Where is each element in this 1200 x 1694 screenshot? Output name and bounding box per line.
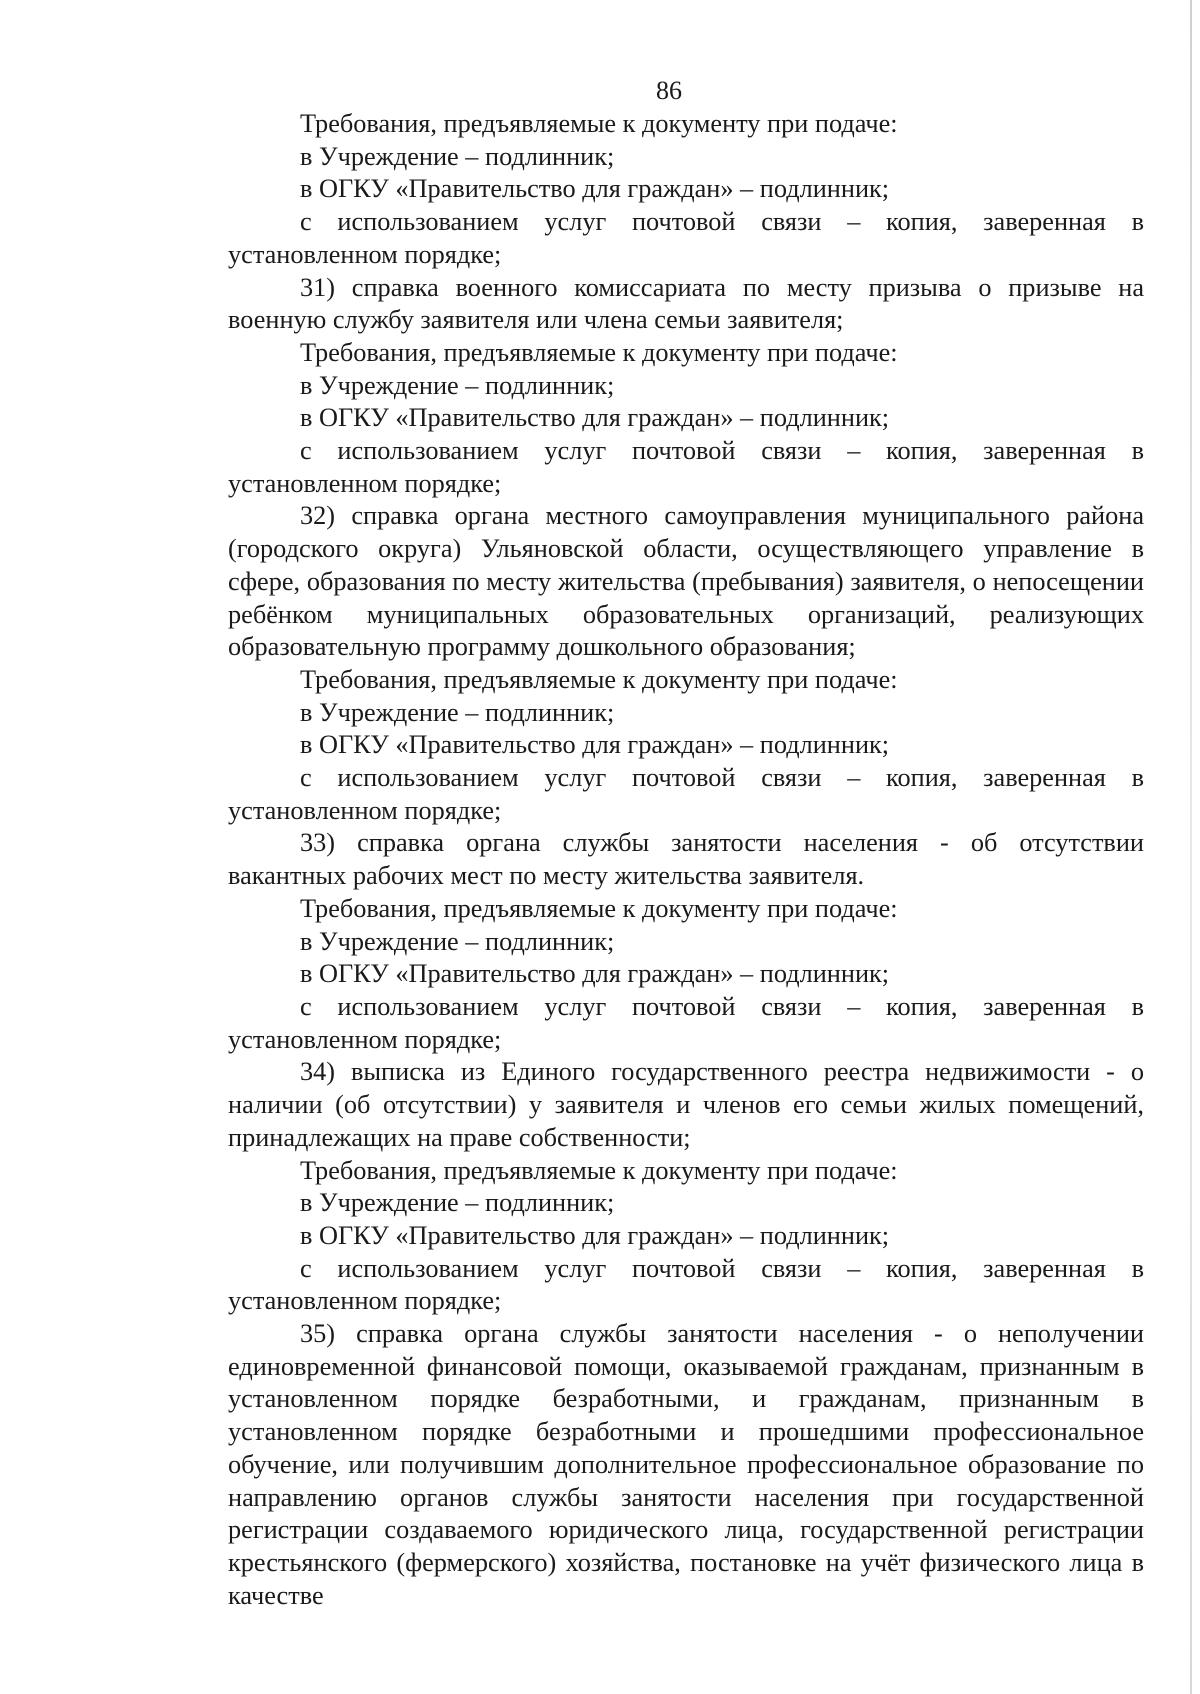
paragraph: Требования, предъявляемые к документу при подаче:	[300, 337, 898, 367]
page-number: 86	[656, 76, 682, 105]
scan-edge-line	[1190, 0, 1192, 1694]
paragraph: с использованием услуг почтовой связи – копия, заверенная в установленном порядке;	[228, 763, 1144, 825]
paragraph: 34) выписка из Единого государственного реестра недвижимости - о наличии (об отсутствии) у заявителя и членов его семьи жилых помещений, принадлежащих на праве собственности;	[228, 1057, 1144, 1152]
paragraph: 32) справка органа местного самоуправления муниципального района (городского округа) Ульяновской области, осуществляющего управление в сфере, образования по месту жительства (пребывания) заявителя, о непосещении ребёнком муниципальных образовательных организаций, реализующих образовательную программу дошкольного образования;	[228, 501, 1144, 662]
document-body	[228, 108, 1144, 1612]
paragraph: в Учреждение – подлинник;	[300, 926, 615, 956]
paragraph: Требования, предъявляемые к документу при подаче:	[300, 664, 898, 694]
paragraph: Требования, предъявляемые к документу при подаче:	[300, 893, 898, 923]
paragraph: в ОГКУ «Правительство для граждан» – подлинник;	[300, 959, 890, 989]
paragraph: 33) справка органа службы занятости населения - об отсутствии вакантных рабочих мест по месту жительства заявителя.	[228, 828, 1144, 891]
paragraph: с использованием услуг почтовой связи – копия, заверенная в установленном порядке;	[228, 436, 1144, 498]
paragraph: с использованием услуг почтовой связи – копия, заверенная в установленном порядке;	[228, 991, 1144, 1054]
paragraph: 35) справка органа службы занятости населения - о неполучении единовременной финансовой помощи, оказываемой гражданам, признанным в установленном порядке безработными, и гражданам, признанным в установленном порядке безработными и прошедшими профессиональное обучение, или получившим дополнительное профессиональное образование по направлению органов службы занятости населения при государственной регистрации создаваемого юридического лица, государственной регистрации крестьянского (фермерского) хозяйства, постановке на учёт физического лица в качестве	[228, 1319, 1144, 1610]
paragraph: в Учреждение – подлинник;	[300, 141, 615, 171]
paragraph: 31) справка военного комиссариата по месту призыва о призыве на военную службу заявителя или члена семьи заявителя;	[228, 272, 1144, 335]
paragraph: в ОГКУ «Правительство для граждан» – подлинник;	[300, 730, 890, 760]
paragraph: в ОГКУ «Правительство для граждан» – подлинник;	[300, 403, 890, 433]
paragraph: с использованием услуг почтовой связи – копия, заверенная в установленном порядке;	[228, 1253, 1144, 1316]
paragraph: Требования, предъявляемые к документу при подаче:	[300, 1155, 898, 1185]
paragraph: в ОГКУ «Правительство для граждан» – подлинник;	[300, 174, 890, 204]
paragraph: в Учреждение – подлинник;	[300, 1188, 615, 1218]
paragraph: в Учреждение – подлинник;	[300, 370, 615, 400]
paragraph: с использованием услуг почтовой связи – копия, заверенная в установленном порядке;	[228, 207, 1144, 269]
paragraph: в Учреждение – подлинник;	[300, 697, 615, 727]
paragraph: Требования, предъявляемые к документу при подаче:	[300, 109, 898, 138]
paragraph: в ОГКУ «Правительство для граждан» – подлинник;	[300, 1220, 890, 1250]
